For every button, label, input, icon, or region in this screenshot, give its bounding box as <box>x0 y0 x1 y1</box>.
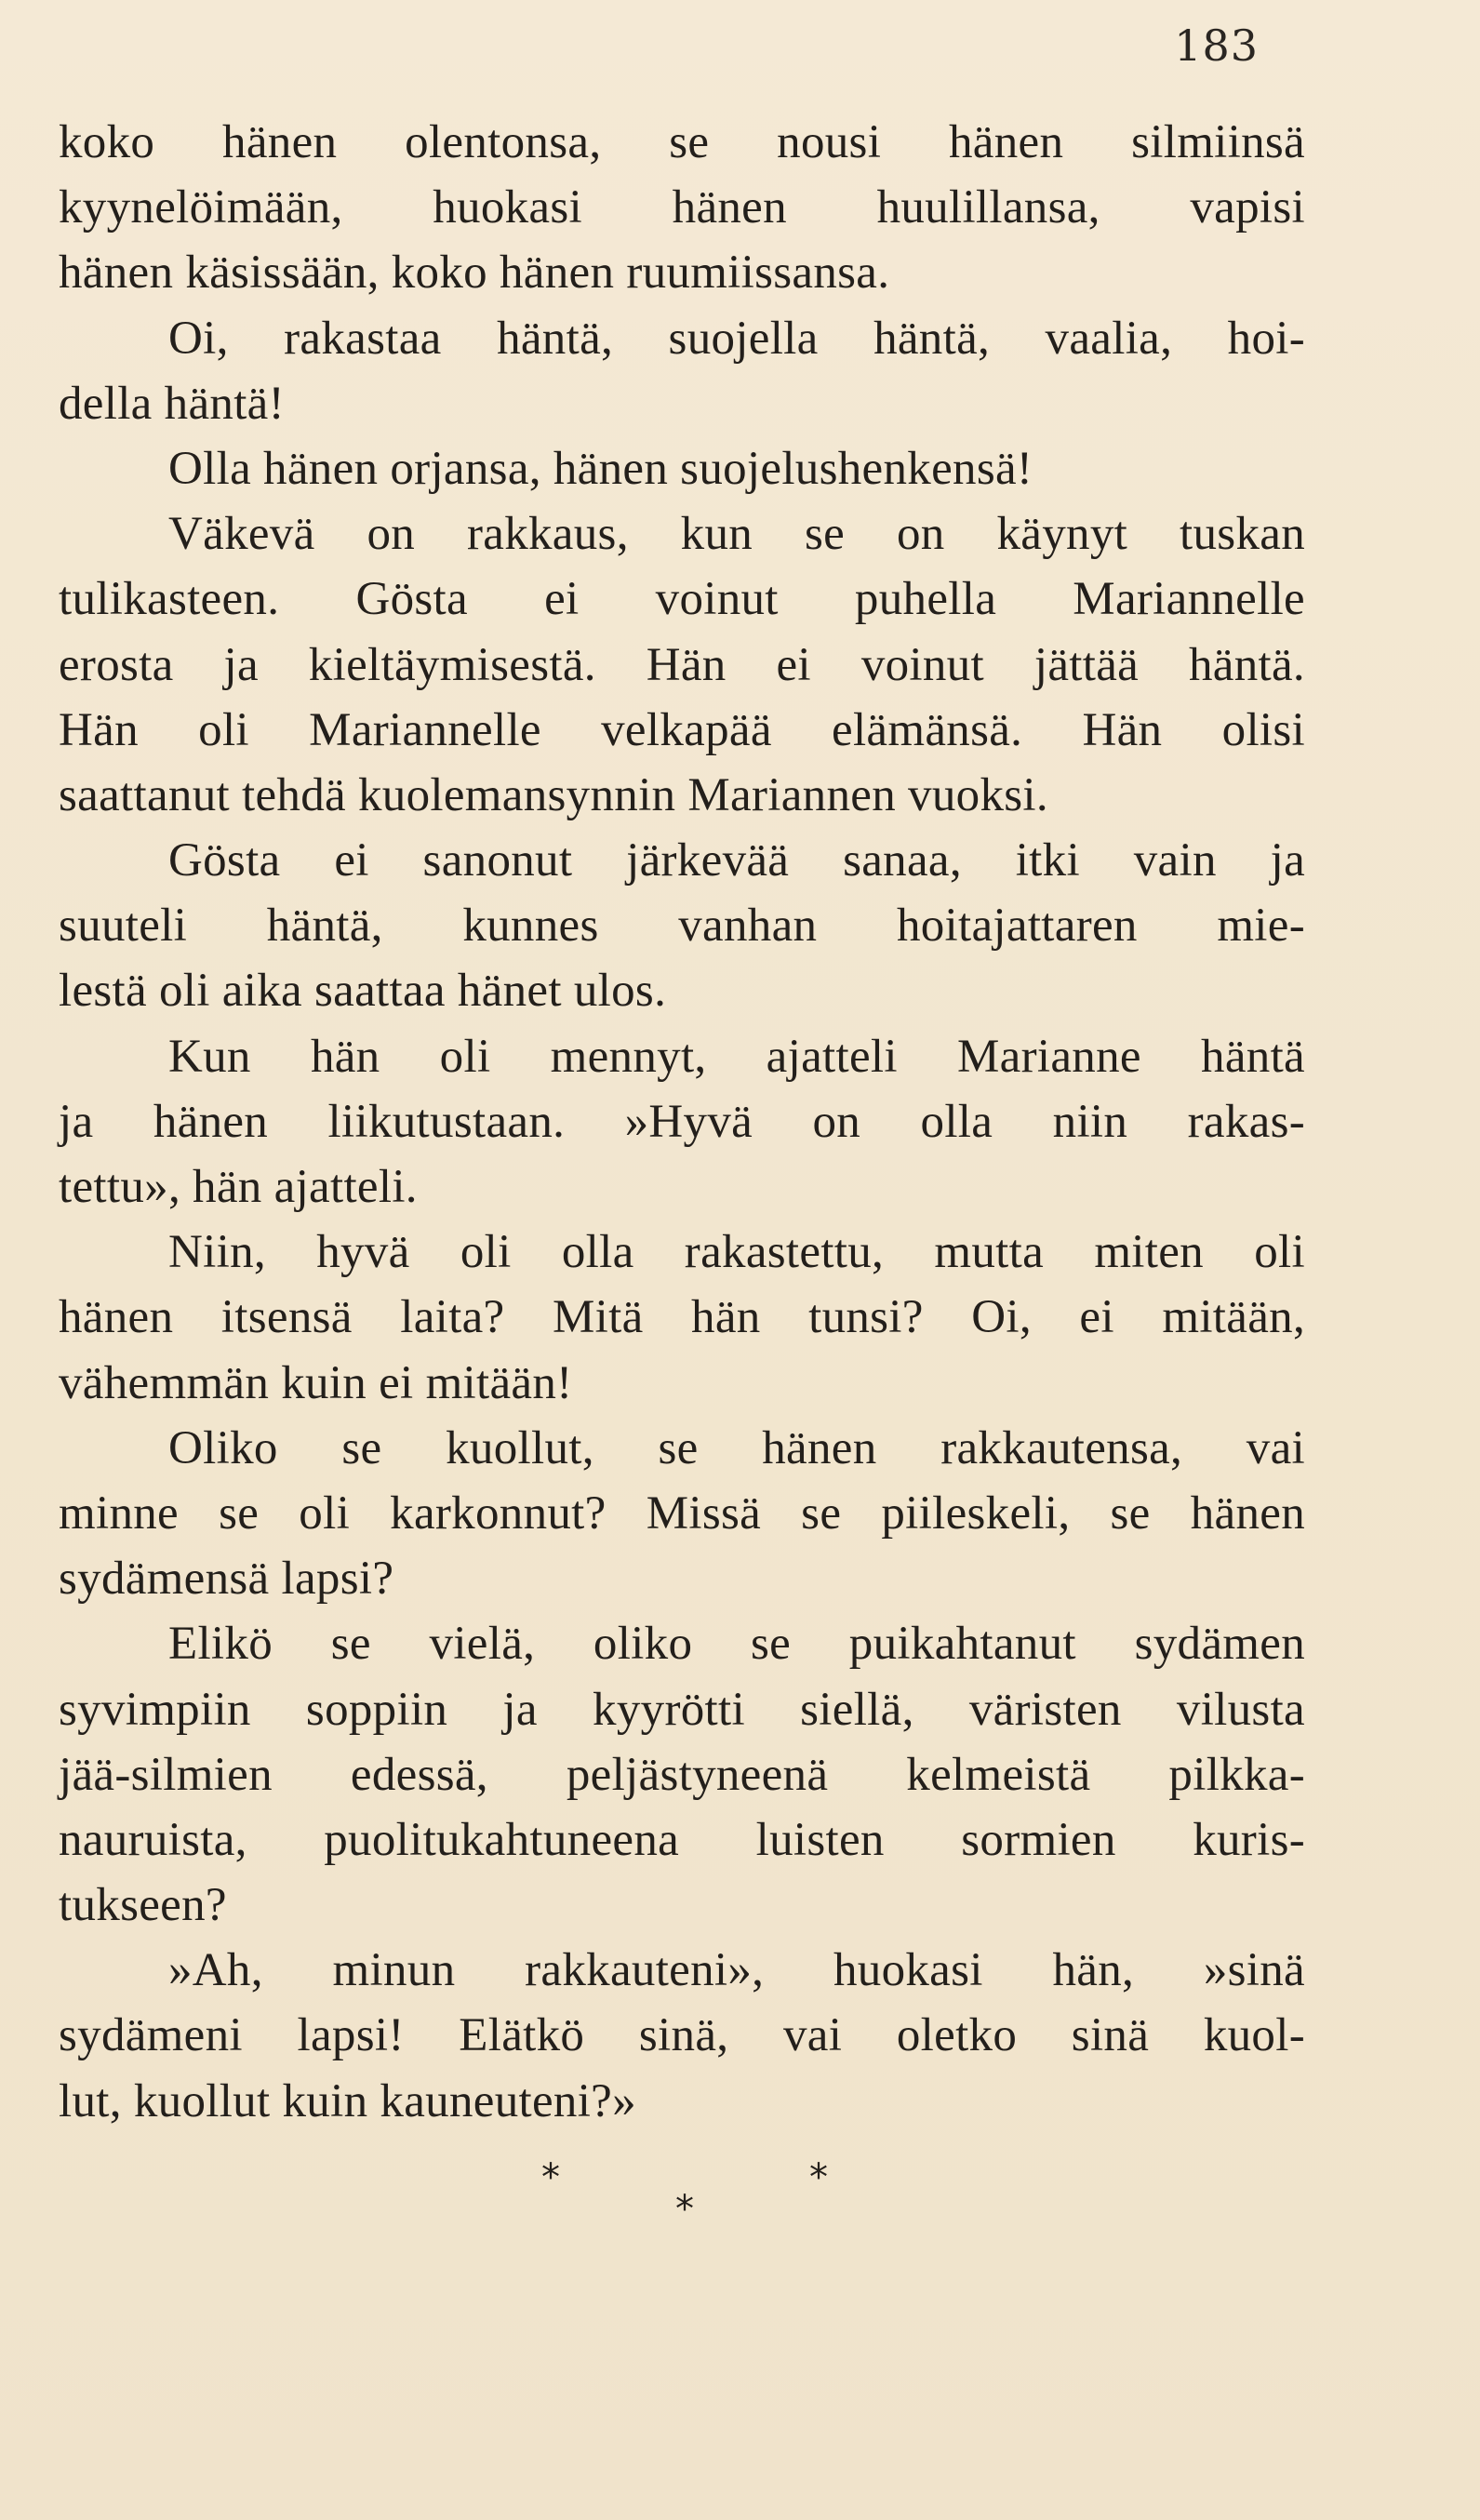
text-line: Väkevä on rakkaus, kun se on käynyt tuskan <box>168 508 1305 561</box>
text-line: tulikasteen. Gösta ei voinut puhella Mariannelle <box>59 573 1305 626</box>
text-line: lestä oli aika saattaa hänet ulos. <box>59 965 667 1018</box>
body-text <box>59 110 1305 2134</box>
text-line: Kun hän oli mennyt, ajatteli Marianne häntä <box>168 1030 1305 1083</box>
text-line: suuteli häntä, kunnes vanhan hoitajattaren mie- <box>59 900 1305 953</box>
text-line: Hän oli Mariannelle velkapää elämänsä. Hän olisi <box>59 703 1305 756</box>
text-line: Gösta ei sanonut järkevää sanaa, itki vain ja <box>168 834 1305 887</box>
text-line: hänen itsensä laita? Mitä hän tunsi? Oi, ei mitään, <box>59 1291 1305 1344</box>
text-line: koko hänen olentonsa, se nousi hänen silmiinsä <box>59 116 1305 168</box>
text-line: saattanut tehdä kuolemansynnin Mariannen vuoksi. <box>59 768 1048 821</box>
text-line: ja hänen liikutustaan. »Hyvä on olla niin rakas- <box>59 1095 1305 1148</box>
text-line: della häntä! <box>59 377 285 430</box>
text-line: jää-silmien edessä, peljästyneenä kelmeistä pilkka- <box>59 1748 1305 1801</box>
text-line: Niin, hyvä oli olla rakastettu, mutta miten oli <box>168 1226 1305 1279</box>
asterisk-icon: * <box>675 2188 694 2231</box>
text-line: tukseen? <box>59 1879 227 1932</box>
text-line: Olla hänen orjansa, hänen suojelushenkensä! <box>168 442 1033 495</box>
text-line: sydämensä lapsi? <box>59 1553 394 1606</box>
page-number: 183 <box>1174 20 1259 71</box>
text-line: hänen käsissään, koko hänen ruumiissansa. <box>59 247 890 300</box>
text-line: Elikö se vielä, oliko se puikahtanut sydämen <box>168 1618 1305 1671</box>
text-line: tettu», hän ajatteli. <box>59 1161 418 1213</box>
text-line: nauruista, puolitukahtuneena luisten sormien kuris- <box>59 1813 1305 1866</box>
text-line: erosta ja kieltäymisestä. Hän ei voinut jättää häntä. <box>59 638 1305 691</box>
section-break <box>0 2156 1480 2231</box>
text-line: Oliko se kuollut, se hänen rakkautensa, vai <box>168 1421 1305 1474</box>
text-line: Oi, rakastaa häntä, suojella häntä, vaalia, hoi- <box>168 312 1305 365</box>
asterisk-icon: * <box>541 2156 560 2199</box>
text-line: sydämeni lapsi! Elätkö sinä, vai oletko sinä kuol- <box>59 2009 1305 2062</box>
asterisk-icon: * <box>809 2156 828 2199</box>
text-line: minne se oli karkonnut? Missä se piileskeli, se hänen <box>59 1487 1305 1540</box>
text-line: vähemmän kuin ei mitään! <box>59 1356 573 1409</box>
text-line: lut, kuollut kuin kauneuteni?» <box>59 2074 636 2127</box>
text-line: kyynelöimään, huokasi hänen huulillansa, vapisi <box>59 181 1305 234</box>
text-line: »Ah, minun rakkauteni», huokasi hän, »sinä <box>168 1944 1305 1997</box>
text-line: syvimpiin soppiin ja kyyrötti siellä, väristen vilusta <box>59 1683 1305 1736</box>
